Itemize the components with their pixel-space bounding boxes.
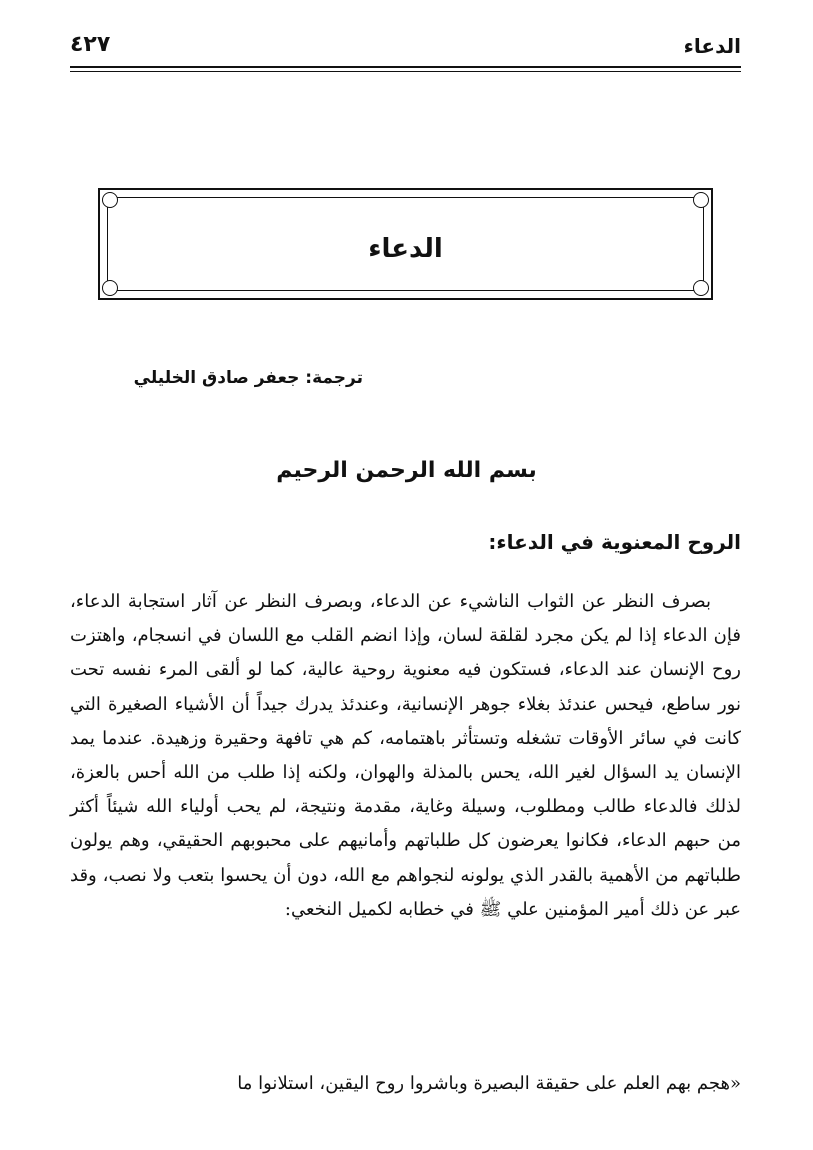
quote-paragraph: «هجم بهم العلم على حقيقة البصيرة وباشروا روح اليقين، استلانوا ما [237,1073,741,1094]
frame-corner-ornament-icon [102,280,118,296]
body-text [70,585,741,927]
section-heading: الروح المعنوية في الدعاء: [488,530,741,554]
header-rule-thin [70,71,741,72]
running-header [70,30,741,62]
page-number: ٤٢٧ [70,32,111,57]
running-title: الدعاء [683,34,741,58]
body-paragraph: بصرف النظر عن الثواب الناشيء عن الدعاء، وبصرف النظر عن آثار استجابة الدعاء، فإن الدعاء إذا لم يكن مجرد لقلقة لسان، وإذا انضم القلب مع اللسان في انسجام، واهتزت روح الإنسان عند الدعاء، فستكون فيه معنوية روحية عالية، كما لو ألقى المرء نفسه تحت نور ساطع، فيحس عندئذ بغلاء جوهر الإنسانية، وعندئذ يدرك جيداً أن الأشياء الصغيرة التي كانت في سائر الأوقات تشغله وتستأثر باهتمامه، كم هي تافهة وحقيرة وزهيدة. عندما يمد الإنسان يد السؤال لغير الله، يحس بالمذلة والهوان، ولكنه إذا طلب من الله أحس بالعزة، لذلك فالدعاء طالب ومطلوب، وسيلة وغاية، مقدمة ونتيجة، لم يحب أولياء الله شيئاً أكثر من حبهم الدعاء، فكانوا يعرضون كل طلباتهم وأمانيهم على محبوبهم الحقيقي، وهم يولون طلباتهم من الأهمية بالقدر الذي يولونه لنجواهم مع الله، دون أن يحسوا بتعب ولا نصب، وقد عبر عن ذلك أمير المؤمنين علي ﷺ في خطابه لكميل النخعي: [70,591,741,920]
chapter-title-inner-frame [107,197,704,291]
basmala: بسم الله الرحمن الرحيم [276,458,537,483]
chapter-title: الدعاء [368,234,443,264]
frame-corner-ornament-icon [693,280,709,296]
translator-credit: ترجمة: جعفر صادق الخليلي [133,368,363,388]
frame-corner-ornament-icon [693,192,709,208]
header-rule-thick [70,66,741,68]
frame-corner-ornament-icon [102,192,118,208]
chapter-title-frame [98,188,713,300]
